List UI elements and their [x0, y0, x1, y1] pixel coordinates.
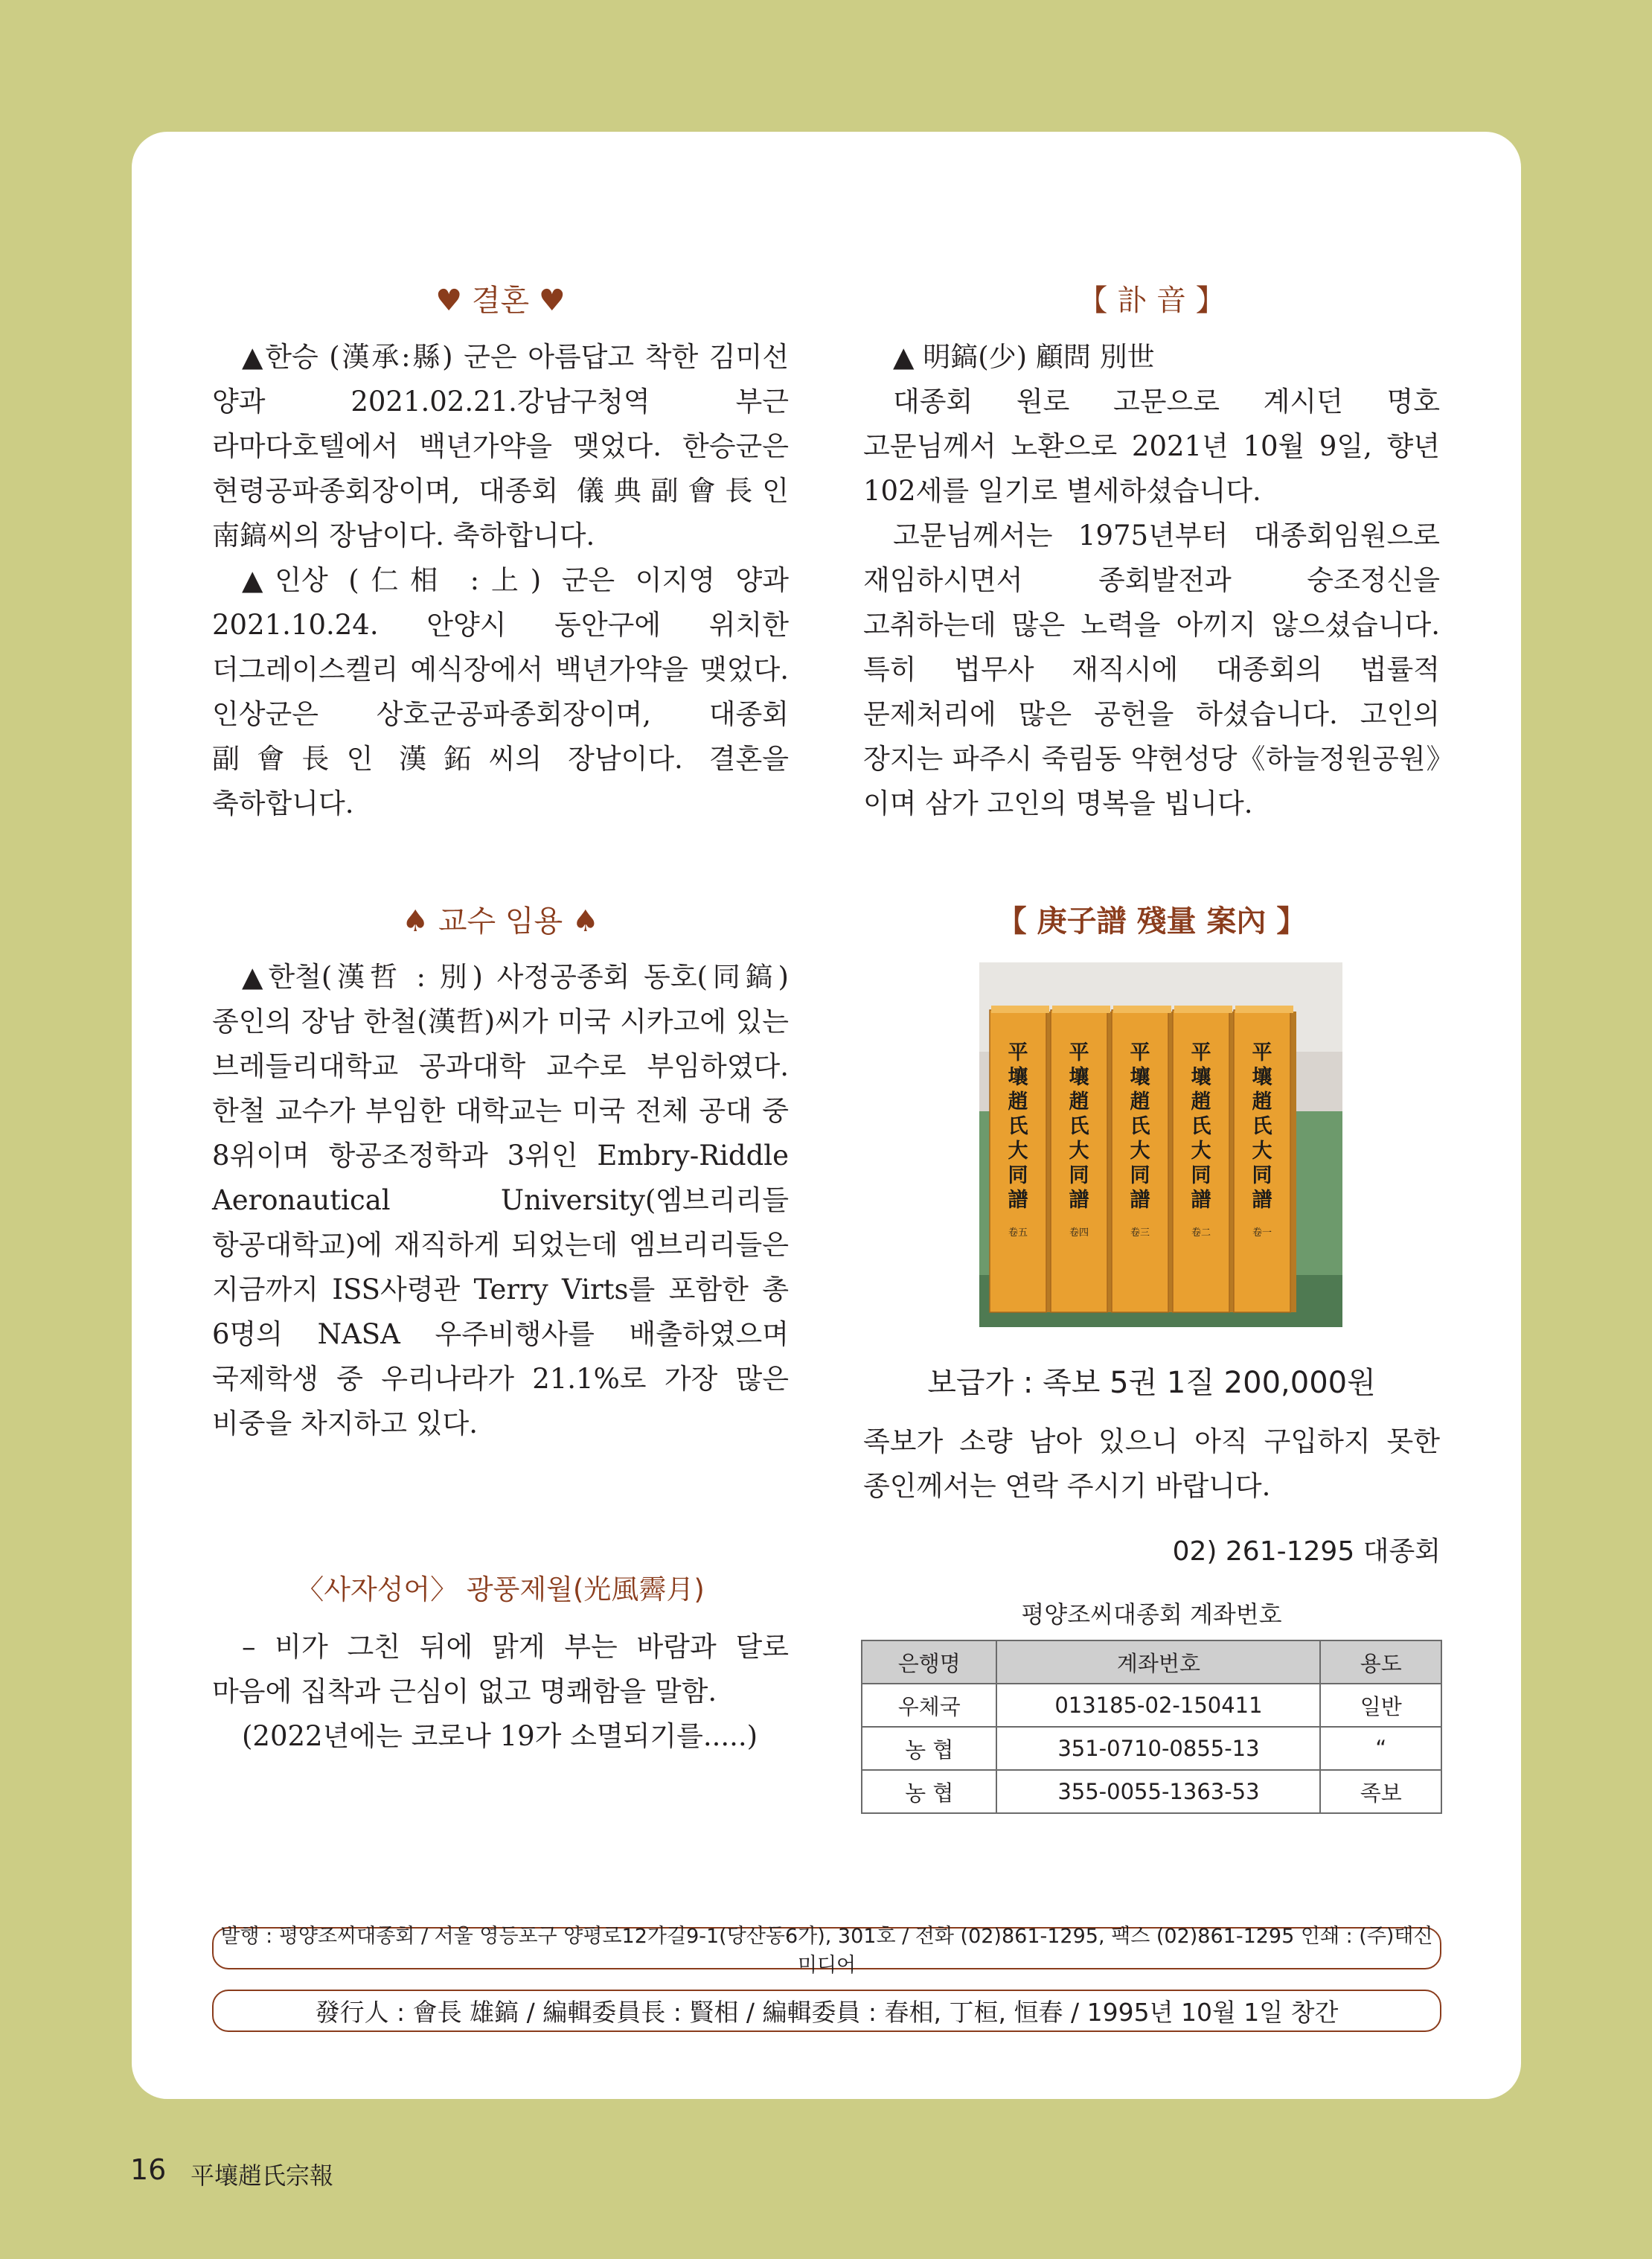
book-title-char: 壤 — [1008, 1066, 1028, 1089]
usage-cell: 일반 — [1320, 1684, 1441, 1727]
bank-cell: 농 협 — [862, 1770, 996, 1813]
obituary-paragraph-2: 고문님께서는 1975년부터 대종회임원으로 재임하시면서 종회발전과 숭조정신을 고취하는데 많은 노력을 아끼지 않으셨습니다. 특히 법무사 재직시에 대종회의 법률적 문제처리에 많은 공헌을 하셨습니다. 고인의 장지는 파주시 죽림동 약현성당《하늘정원공원》이며 삼가 고인의 명복을 빕니다. — [863, 520, 1440, 819]
account-number-cell: 013185-02-150411 — [996, 1684, 1320, 1727]
book-title-char: 壤 — [1191, 1066, 1211, 1089]
book-volume-label: 卷四 — [1069, 1227, 1089, 1239]
header-bank: 은행명 — [862, 1640, 996, 1684]
book-title-char: 趙 — [1252, 1090, 1272, 1113]
book-title-char: 趙 — [1130, 1090, 1150, 1113]
book-title-char: 大 — [1008, 1140, 1028, 1163]
idiom-body — [212, 1625, 789, 1759]
genealogy-heading: 【 庚子譜 殘量 案內 】 — [996, 904, 1307, 939]
book-title-char: 大 — [1191, 1140, 1211, 1163]
usage-cell: 족보 — [1320, 1770, 1441, 1813]
bank-cell: 우체국 — [862, 1684, 996, 1727]
page-number: 16 — [130, 2153, 167, 2186]
book-title-char: 大 — [1130, 1140, 1150, 1163]
publication-name: 平壤趙氏宗報 — [191, 2161, 334, 2190]
genealogy-book-volume — [1173, 1006, 1235, 1312]
publisher-info-bar — [212, 1924, 1441, 1977]
obituary-title-line: ▲ 明鎬(少) 顧問 別世 — [893, 341, 1155, 373]
account-table — [861, 1640, 1442, 1814]
account-number-cell: 351-0710-0855-13 — [996, 1727, 1320, 1770]
book-title-char: 氏 — [1252, 1115, 1272, 1138]
book-title-char: 譜 — [1008, 1189, 1028, 1212]
genealogy-price: 보급가 : 족보 5권 1질 200,000원 — [927, 1366, 1376, 1400]
obituary-body — [863, 335, 1440, 826]
book-title-char: 譜 — [1252, 1189, 1272, 1212]
professor-body — [212, 955, 789, 1446]
book-title-char: 氏 — [1130, 1115, 1150, 1138]
book-title-char: 譜 — [1069, 1189, 1089, 1212]
book-title-char: 同 — [1069, 1164, 1089, 1187]
wedding-paragraph-1: ▲한승 (漢承:縣) 군은 아름답고 착한 김미선 양과 2021.02.21.강남구청역 부근 라마다호텔에서 백년가약을 맺었다. 한승군은 현령공파종회장이며, 대종회 儀典副會長인 南鎬씨의 장남이다. 축하합니다. — [212, 341, 789, 552]
book-title-char: 氏 — [1191, 1115, 1211, 1138]
idiom-wish: (2022년에는 코로나 19가 소멸되기를.....) — [242, 1720, 758, 1752]
bank-cell: 농 협 — [862, 1727, 996, 1770]
editorial-staff-bar — [212, 1990, 1441, 2032]
genealogy-contact: 02) 261-1295 대종회 — [1172, 1536, 1441, 1567]
table-row — [862, 1727, 1441, 1770]
table-row — [862, 1770, 1441, 1813]
usage-cell: “ — [1320, 1727, 1441, 1770]
genealogy-book-volume — [1051, 1006, 1113, 1312]
editorial-staff-text: 發行人 : 會長 雄鎬 / 編輯委員長 : 賢相 / 編輯委員 : 春相, 丁桓, 恒春 / 1995년 10월 1일 창간 — [315, 1998, 1339, 2027]
book-volume-label: 卷三 — [1130, 1227, 1150, 1239]
genealogy-book-volume — [1234, 1006, 1296, 1312]
book-title-char: 大 — [1252, 1140, 1272, 1163]
account-number-cell: 355-0055-1363-53 — [996, 1770, 1320, 1813]
book-title-char: 譜 — [1130, 1189, 1150, 1212]
obituary-heading: 【 訃 音 】 — [1078, 284, 1226, 318]
genealogy-books-photo — [979, 962, 1342, 1327]
book-title-char: 壤 — [1069, 1066, 1089, 1089]
professor-paragraph: ▲한철(漢哲 : 別) 사정공종회 동호(同鎬) 종인의 장남 한철(漢哲)씨가 미국 시카고에 있는 브레들리대학교 공과대학 교수로 부임하였다. 한철 교수가 부임한 대학교는 미국 전체 공대 중 8위이며 항공조정학과 3위인 Embry-Riddle Aeronautical University(엠브리리들 항공대학교)에 재직하게 되었는데 엠브리리들은 지금까지 ISS사령관 Terry Virts를 포함한 총 6명의 NASA 우주비행사를 배출하였으며 국제학생 중 우리나라가 21.1%로 가장 많은 비중을 차지하고 있다. — [212, 961, 789, 1440]
genealogy-notice — [863, 1419, 1440, 1509]
professor-heading: ♠ 교수 임용 ♠ — [402, 904, 599, 939]
book-volume-label: 卷五 — [1008, 1227, 1028, 1239]
book-title-char: 同 — [1130, 1164, 1150, 1187]
book-title-char: 大 — [1069, 1140, 1089, 1163]
wedding-heading: ♥ 결혼 ♥ — [435, 284, 566, 318]
genealogy-books-illustration — [979, 962, 1342, 1327]
book-title-char: 壤 — [1252, 1066, 1272, 1089]
book-title-char: 平 — [1069, 1041, 1089, 1064]
genealogy-book-volume — [990, 1006, 1052, 1312]
wedding-paragraph-2: ▲인상 (仁相 :上) 군은 이지영 양과 2021.10.24. 안양시 동안구에 위치한 더그레이스켈리 예식장에서 백년가약을 맺었다. 인상군은 상호군공파종회장이며, 대종회 副會長인 漢鉐씨의 장남이다. 결혼을 축하합니다. — [212, 564, 789, 819]
header-usage: 용도 — [1320, 1640, 1441, 1684]
book-title-char: 平 — [1252, 1041, 1272, 1064]
book-title-char: 氏 — [1069, 1115, 1089, 1138]
book-title-char: 同 — [1191, 1164, 1211, 1187]
idiom-title: 〈사자성어〉 광풍제월(光風霽月) — [296, 1573, 705, 1605]
genealogy-notice-text: 족보가 소량 남아 있으니 아직 구입하지 못한 종인께서는 연락 주시기 바랍니다. — [863, 1425, 1440, 1502]
book-title-char: 平 — [1191, 1041, 1211, 1064]
idiom-meaning: – 비가 그친 뒤에 맑게 부는 바람과 달로 마음에 집착과 근심이 없고 명쾌함을 말함. — [212, 1631, 789, 1707]
book-title-char: 趙 — [1008, 1090, 1028, 1113]
book-title-char: 趙 — [1069, 1090, 1089, 1113]
book-title-char: 趙 — [1191, 1090, 1211, 1113]
wedding-body — [212, 335, 789, 826]
account-table-header — [862, 1640, 1441, 1684]
book-title-char: 壤 — [1130, 1066, 1150, 1089]
book-title-char: 同 — [1252, 1164, 1272, 1187]
header-account-number: 계좌번호 — [996, 1640, 1320, 1684]
book-title-char: 譜 — [1191, 1189, 1211, 1212]
book-volume-label: 卷二 — [1191, 1227, 1211, 1239]
account-table-title: 평양조씨대종회 계좌번호 — [1021, 1600, 1282, 1629]
obituary-paragraph-1: 대종회 원로 고문으로 계시던 명호 고문님께서 노환으로 2021년 10월 9일, 향년 102세를 일기로 별세하셨습니다. — [863, 386, 1440, 507]
book-title-char: 平 — [1130, 1041, 1150, 1064]
book-title-char: 氏 — [1008, 1115, 1028, 1138]
book-title-char: 同 — [1008, 1164, 1028, 1187]
table-row — [862, 1684, 1441, 1727]
book-volume-label: 卷一 — [1252, 1227, 1272, 1239]
book-title-char: 平 — [1008, 1041, 1028, 1064]
publisher-info-text: 발행 : 평양조씨대종회 / 서울 영등포구 양평로12가길9-1(당산동6가), 301호 / 전화 (02)861-1295, 팩스 (02)861-1295 인쇄 : (주)태신미디어 — [220, 1924, 1433, 1977]
genealogy-book-volume — [1112, 1006, 1174, 1312]
